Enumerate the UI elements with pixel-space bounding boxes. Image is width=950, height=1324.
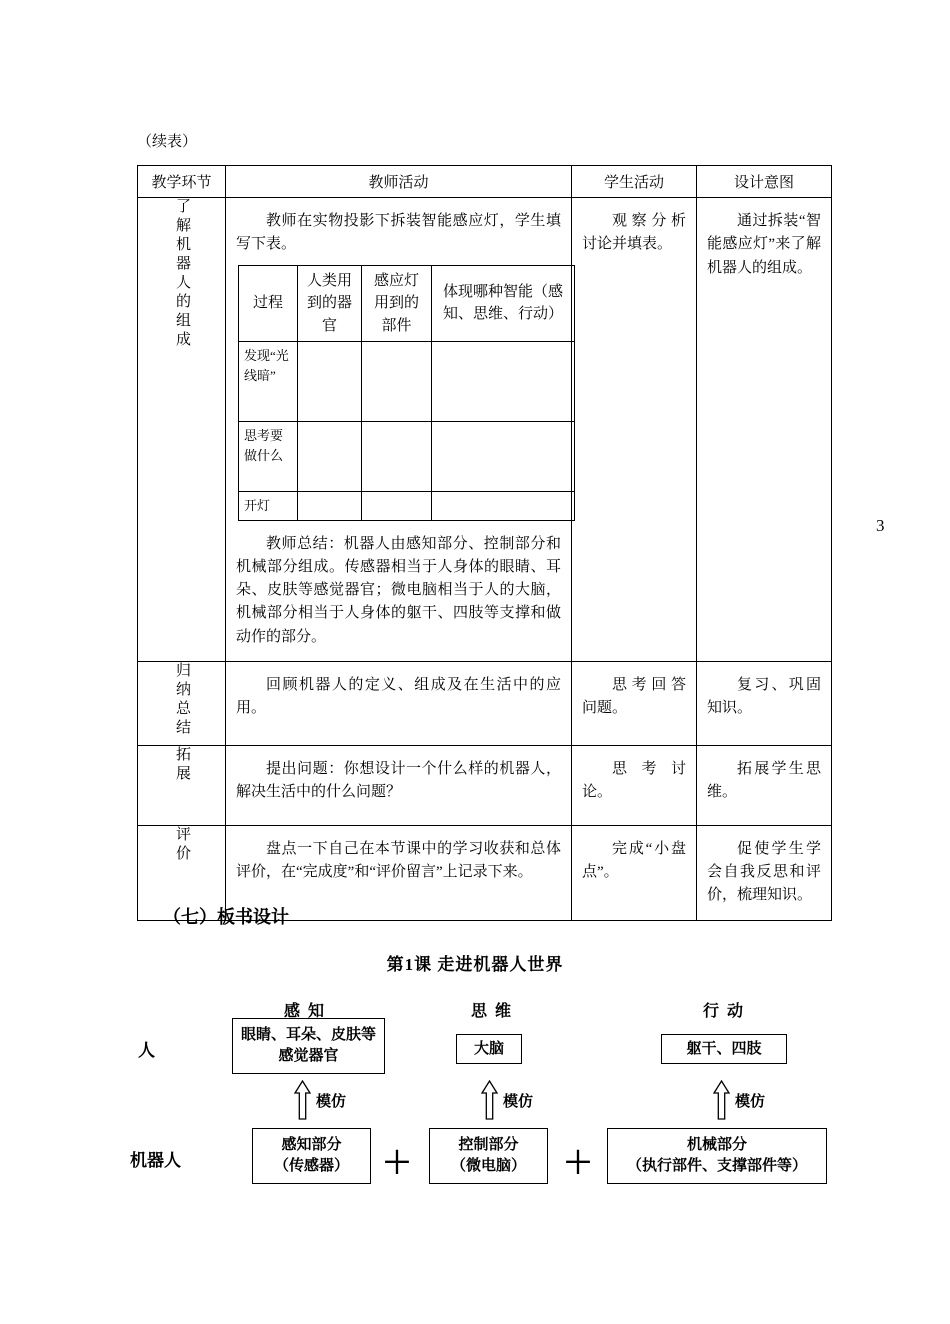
- board-lesson-title: 第1课 走进机器人世界: [386, 955, 564, 974]
- imitate-arrow-icon: [294, 1080, 311, 1120]
- design-intent-text: 拓展学生思维。: [707, 760, 821, 800]
- human-box-text: 躯干、四肢: [686, 1040, 762, 1057]
- imitate-arrow-group: [294, 1080, 346, 1120]
- design-intent-text: 通过拆装“智能感应灯”来了解机器人的组成。: [707, 213, 821, 276]
- human-row-label: 人: [138, 1041, 157, 1060]
- inner-table-header-row: [239, 265, 575, 342]
- stage-label: 拓展: [174, 745, 190, 784]
- inner-table-row: [239, 342, 575, 422]
- teacher-activity-cell: [226, 745, 572, 825]
- robot-box-perception-part: [252, 1128, 371, 1184]
- column-label-perception: 感知: [283, 1003, 332, 1020]
- lesson-plan-table: [137, 165, 832, 921]
- inner-table-empty-cell: [298, 492, 362, 521]
- inner-table-empty-cell: [432, 492, 575, 521]
- stage-cell-extend: [138, 745, 226, 825]
- inner-table-empty-cell: [362, 422, 432, 492]
- robot-box-line1: 感知部分: [281, 1137, 342, 1153]
- inner-table-empty-cell: [362, 492, 432, 521]
- robot-row-label: 机器人: [130, 1151, 181, 1170]
- design-intent-cell: [697, 825, 832, 920]
- table-header-row: [138, 166, 832, 198]
- teacher-activity-text: 回顾机器人的定义、组成及在生活中的应用。: [236, 676, 561, 716]
- student-activity-cell: [572, 661, 697, 745]
- inner-table-row: [239, 422, 575, 492]
- student-activity-cell: [572, 745, 697, 825]
- board-design-section-heading: （七）板书设计: [163, 907, 289, 927]
- design-intent-text: 促使学生学会自我反思和评价，梳理知识。: [707, 840, 821, 904]
- inner-table-empty-cell: [432, 342, 575, 422]
- teacher-activity-text: 提出问题：你想设计一个什么样的机器人，解决生活中的什么问题？: [236, 760, 561, 800]
- robot-box-mechanical-part: [607, 1128, 827, 1184]
- inner-table-empty-cell: [298, 342, 362, 422]
- inner-header-process: 过程: [239, 265, 298, 342]
- human-box-torso-limbs: [661, 1034, 787, 1064]
- teacher-activity-cell: [226, 198, 572, 662]
- teacher-summary-text: 教师总结：机器人由感知部分、控制部分和机械部分组成。传感器相当于人身体的眼睛、耳朵、皮肤等感觉器官；微电脑相当于人的大脑，机械部分相当于人身体的躯干、四肢等支撑和做动作的部分。: [236, 535, 561, 645]
- inner-table-empty-cell: [432, 422, 575, 492]
- board-design-diagram: [0, 940, 950, 1324]
- plus-sign: ＋: [563, 1146, 593, 1181]
- inner-row-label-think: 思考要做什么: [239, 422, 298, 492]
- inner-header-intelligence-type: 体现哪种智能（感知、思维、行动）: [432, 265, 575, 342]
- header-teaching-stage: 教学环节: [138, 166, 226, 198]
- student-activity-text: 完成“小盘点”。: [582, 840, 686, 880]
- column-label-thinking: 思维: [470, 1003, 519, 1020]
- teacher-intro-text: 教师在实物投影下拆装智能感应灯，学生填写下表。: [236, 213, 561, 253]
- table-row: [138, 661, 832, 745]
- student-activity-text: 思考讨论。: [582, 760, 686, 800]
- student-activity-text: 思考回答问题。: [582, 676, 686, 716]
- stage-label: 归纳总结: [174, 661, 190, 738]
- human-box-sense-organs: [232, 1018, 385, 1074]
- plus-sign: ＋: [382, 1146, 412, 1181]
- human-box-text: 大脑: [473, 1040, 504, 1057]
- robot-box-line1: 控制部分: [458, 1137, 519, 1153]
- stage-label: 评价: [174, 825, 190, 864]
- robot-box-control-part: [429, 1128, 548, 1184]
- sensor-lamp-inner-table: [238, 265, 575, 521]
- imitate-arrow-icon: [481, 1080, 498, 1120]
- imitate-label: 模仿: [735, 1093, 766, 1110]
- inner-table-empty-cell: [298, 422, 362, 492]
- inner-header-human-organ: 人类用到的器官: [298, 265, 362, 342]
- page-number: 3: [876, 516, 885, 535]
- inner-table-empty-cell: [362, 342, 432, 422]
- student-activity-cell: [572, 825, 697, 920]
- header-student-activity: 学生活动: [572, 166, 697, 198]
- student-activity-cell: [572, 198, 697, 662]
- robot-box-line2: （传感器）: [273, 1158, 349, 1174]
- student-activity-text: 观察分析讨论并填表。: [582, 213, 686, 253]
- imitate-arrow-group: [481, 1080, 533, 1120]
- imitate-label: 模仿: [503, 1093, 534, 1110]
- continued-table-label: （续表）: [137, 134, 198, 150]
- inner-table-row: [239, 492, 575, 521]
- stage-cell-summarize: [138, 661, 226, 745]
- teacher-activity-cell: [226, 661, 572, 745]
- header-teacher-activity: 教师活动: [226, 166, 572, 198]
- robot-box-line2: （执行部件、支撑部件等）: [626, 1158, 807, 1174]
- human-box-text: 眼睛、耳朵、皮肤等感觉器官: [240, 1027, 376, 1064]
- inner-row-label-detect-dark: 发现“光线暗”: [239, 342, 298, 422]
- imitate-arrow-icon: [713, 1080, 730, 1120]
- inner-header-lamp-part: 感应灯用到的部件: [362, 265, 432, 342]
- header-design-intent: 设计意图: [697, 166, 832, 198]
- robot-box-line1: 机械部分: [686, 1137, 747, 1153]
- human-box-brain: [456, 1034, 522, 1064]
- design-intent-cell: [697, 745, 832, 825]
- table-row: [138, 745, 832, 825]
- imitate-arrow-group: [713, 1080, 765, 1120]
- design-intent-text: 复习、巩固知识。: [707, 676, 821, 716]
- robot-box-line2: （微电脑）: [450, 1158, 526, 1174]
- design-intent-cell: [697, 198, 832, 662]
- stage-label: 了解机器人的组成: [174, 198, 190, 350]
- imitate-label: 模仿: [316, 1093, 347, 1110]
- design-intent-cell: [697, 661, 832, 745]
- table-row: [138, 198, 832, 662]
- teacher-activity-text: 盘点一下自己在本节课中的学习收获和总体评价，在“完成度”和“评价留言”上记录下来。: [236, 840, 561, 880]
- stage-cell-understand-robot-parts: [138, 198, 226, 662]
- column-label-action: 行动: [702, 1003, 751, 1020]
- inner-row-label-turn-on-light: 开灯: [239, 492, 298, 521]
